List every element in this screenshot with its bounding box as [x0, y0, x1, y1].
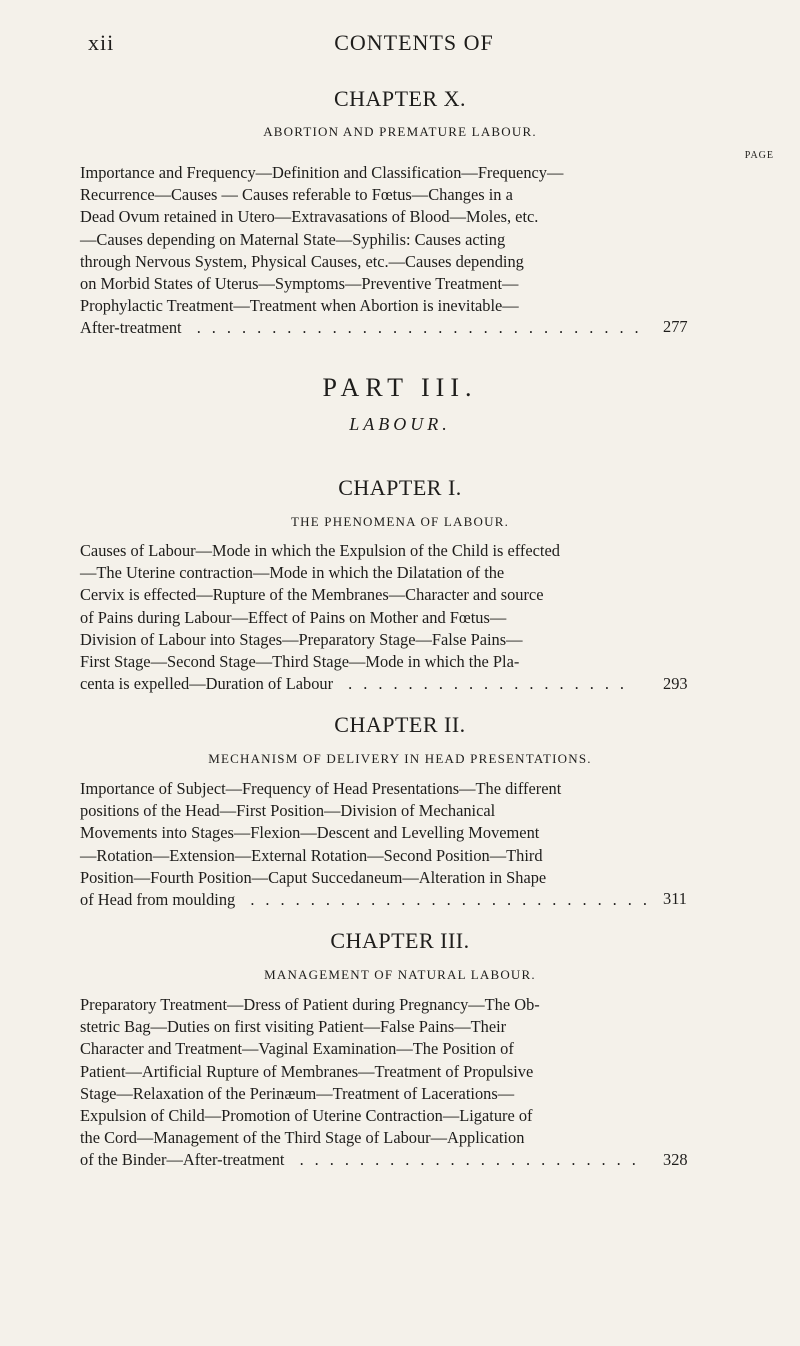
contents-line: —The Uterine contraction—Mode in which the Dilatation of the — [80, 563, 505, 583]
contents-line: Character and Treatment—Vaginal Examination—The Position of — [80, 1039, 514, 1059]
contents-line: Causes of Labour—Mode in which the Expulsion of the Child is effected — [80, 541, 560, 560]
chapter-contents — [72, 778, 658, 911]
contents-line: Recurrence—Causes — Causes referable to Fœtus—Changes in a — [80, 185, 513, 205]
contents-line: the Cord—Management of the Third Stage of Labour—Application — [80, 1128, 525, 1148]
chapter-title: CHAPTER II. — [334, 712, 466, 737]
contents-line: —Causes depending on Maternal State—Syphilis: Causes acting — [80, 229, 506, 249]
contents-line: Expulsion of Child—Promotion of Uterine Contraction—Ligature of — [80, 1106, 533, 1126]
page-number: 277 — [663, 317, 688, 336]
chapter-contents — [72, 540, 648, 695]
chapter-title: CHAPTER X. — [333, 86, 467, 111]
contents-line: —Rotation—Extension—External Rotation—Second Position—Third — [80, 845, 543, 865]
chapter-contents — [72, 162, 648, 340]
contents-line: Prophylactic Treatment—Treatment when Abortion is inevitable— — [80, 296, 519, 316]
contents-line: Importance and Frequency—Definition and Classification—Frequency— — [80, 163, 564, 182]
contents-line: Division of Labour into Stages—Preparatory Stage—False Pains— — [80, 629, 523, 649]
page-column-label: PAGE — [744, 150, 774, 161]
chapter-subtitle: MANAGEMENT OF NATURAL LABOUR. — [264, 967, 536, 982]
contents-line: of the Binder—After-treatment ....................... — [80, 1150, 647, 1170]
chapter-contents — [72, 994, 648, 1172]
contents-line: of Pains during Labour—Effect of Pains on Mother and Fœtus— — [80, 607, 507, 627]
dot-leaders: ........................... — [235, 890, 658, 910]
chapter-subtitle: MECHANISM OF DELIVERY IN HEAD PRESENTATIONS. — [208, 751, 592, 766]
dot-leaders: ....................... — [284, 1150, 647, 1170]
contents-line: Movements into Stages—Flexion—Descent and Levelling Movement — [80, 823, 540, 843]
contents-line: Cervix is effected—Rupture of the Membranes—Character and source — [80, 585, 544, 605]
contents-line: Stage—Relaxation of the Perinæum—Treatment of Lacerations— — [80, 1083, 515, 1103]
contents-line: After-treatment .............................. — [80, 318, 650, 338]
contents-line: of Head from moulding ........................... — [80, 890, 658, 910]
contents-line: centa is expelled—Duration of Labour ................... — [80, 674, 636, 694]
chapter-title: CHAPTER III. — [330, 928, 470, 953]
dot-leaders: .............................. — [181, 318, 650, 338]
page-number: 311 — [663, 889, 687, 908]
contents-line: Preparatory Treatment—Dress of Patient during Pregnancy—The Ob- — [80, 995, 540, 1014]
chapter-subtitle: ABORTION AND PREMATURE LABOUR. — [263, 124, 537, 139]
part-title: PART III. — [322, 373, 478, 402]
dot-leaders: ................... — [333, 674, 636, 694]
contents-line: positions of the Head—First Position—Division of Mechanical — [80, 801, 496, 821]
contents-line: on Morbid States of Uterus—Symptoms—Preventive Treatment— — [80, 274, 519, 294]
contents-line: Position—Fourth Position—Caput Succedaneum—Alteration in Shape — [80, 867, 547, 887]
chapter-title: CHAPTER I. — [338, 475, 462, 500]
contents-line: Patient—Artificial Rupture of Membranes—Treatment of Propulsive — [80, 1061, 534, 1081]
contents-line: Dead Ovum retained in Utero—Extravasations of Blood—Moles, etc. — [80, 207, 539, 227]
contents-line: through Nervous System, Physical Causes, etc.—Causes depending — [80, 251, 524, 271]
running-title: CONTENTS OF — [334, 30, 494, 55]
page-number: 328 — [663, 1150, 688, 1169]
chapter-subtitle: THE PHENOMENA OF LABOUR. — [290, 514, 510, 529]
contents-line: First Stage—Second Stage—Third Stage—Mode in which the Pla- — [80, 652, 520, 672]
page-folio: xii — [88, 30, 115, 55]
part-subtitle: LABOUR. — [349, 414, 451, 434]
contents-line: Importance of Subject—Frequency of Head Presentations—The different — [80, 779, 562, 798]
contents-line: stetric Bag—Duties on first visiting Patient—False Pains—Their — [80, 1017, 507, 1037]
page-number: 293 — [663, 674, 688, 693]
